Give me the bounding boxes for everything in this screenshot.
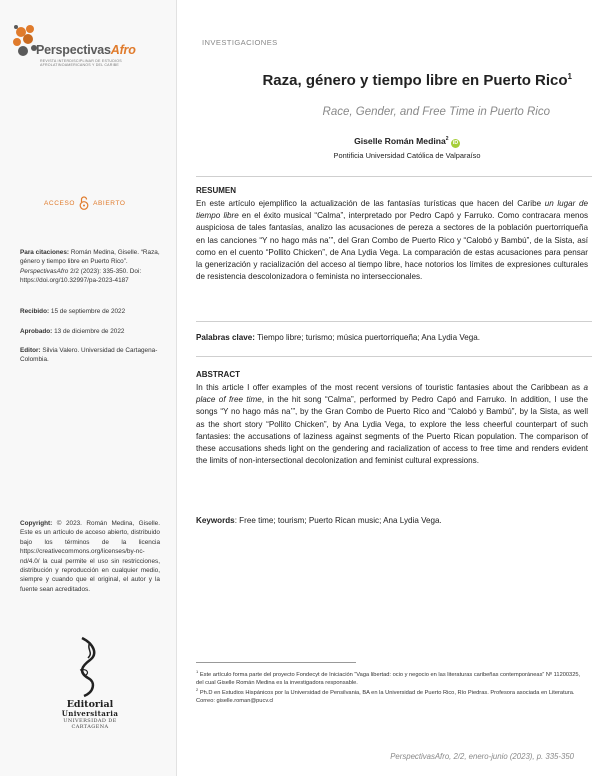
editor-name: Silvia Valero. Universidad de Cartagena-Colombia.: [20, 347, 158, 364]
keywords-label: Keywords: [196, 516, 235, 525]
abstract-text-2: , in the hit song “Calma”, performed by Pedro Capó and Farruko. In addition, I use the songs “Y no hago más na’”, by the Gran Combo de Puerto Rico and “Calobó y Bambú”, by la Sista, as well as the short story “Pollito Chicken”, by Ana Lydia Vega, to explore the less cheerful counterpart of such fantasies: the accusations of laziness against segments of the Puerto Rican population. The comparison of these accusations sheds light on the gendering and racialization of access to free time and renders evident the limits of non-intersectional decolonization and feminist cultural expressions.: [196, 395, 588, 466]
copyright-block: [20, 519, 160, 594]
resumen-text-2: en el éxito musical “Calma”, interpretado por Pedro Capó y Farruko. Como contracara menos auspiciosa de tales fantasías, analizo las acusaciones de pereza a sectores de la población puertorriqueña en las canciones “Y no hago más na’”, del Gran Combo de Puerto Rico y “Calobó y Bambú”, de la Sista, así como en el cuento “Pollito Chicken”, de Ana Lydia Vega. La comparación de estas acusaciones para pensar la generización y racialización del acceso al tiempo libre, hace notorios los límites de expresiones culturales de resistencia descolonizadora o feminista no interseccionales.: [196, 211, 588, 282]
open-access-label-1: ACCESO: [44, 199, 76, 207]
abstract-text-italic: a place of free time: [196, 383, 588, 405]
received-date: 15 de septiembre de 2022: [50, 308, 126, 315]
citation-text-2[interactable]: 2/2 (2023): 335-350. Doi: https://doi.org/10.32997/pa-2023-4187: [20, 267, 142, 285]
abstract-heading: ABSTRACT: [196, 370, 240, 379]
copyright-label: Copyright:: [20, 520, 53, 527]
received-block: [20, 307, 160, 316]
open-access-badge: [44, 196, 126, 210]
abstract-body: [196, 382, 588, 467]
copyright-text: © 2023. Román Medina, Giselle. Este es un artículo de acceso abierto, distribuido bajo los términos de la licencia https://creativecommons.org/licenses/by-nc-nd/4.0/ la cual permite el uso sin restricciones, distribución y reproducción en cualquier medio, siempre y cuando que el original, el autor y la fuente sean acreditados.: [20, 520, 160, 593]
footnote-1-mark: 1: [196, 669, 199, 674]
article-title-text: Raza, género y tiempo libre en Puerto Rico: [262, 72, 568, 89]
journal-logo-text: PerspectivasAfro: [36, 43, 136, 57]
open-access-lock-icon: [79, 196, 89, 210]
keywords: [196, 516, 588, 525]
citation-journal: PerspectivasAfro: [20, 267, 69, 275]
open-access-label-2: ABIERTO: [93, 199, 126, 207]
publisher-line-1: Editorial: [66, 699, 114, 710]
keywords-text: : Free time; tourism; Puerto Rican music; Ana Lydia Vega.: [234, 516, 442, 525]
sidebar: [0, 0, 177, 776]
citation-label: Para citaciones:: [20, 249, 70, 256]
author-affiliation: Pontificia Universidad Católica de Valparaíso: [333, 151, 481, 160]
citation-block: [20, 248, 160, 286]
resumen-text-1: En este artículo ejemplifico la actualización de las fantasías turísticas que hacen del Caribe: [196, 199, 542, 208]
citation-text-1: Román Medina, Giselle. “Raza, género y tiempo libre en Puerto Rico”.: [20, 249, 160, 266]
journal-tagline: REVISTA INTERDISCIPLINAR DE ESTUDIOS AFROLATINOAMERICANOS Y DEL CARIBE: [40, 59, 122, 68]
abstract-text-1: In this article I offer examples of the most recent versions of touristic fantasies about the Caribbean as: [196, 383, 581, 392]
divider-abstract: [196, 356, 592, 357]
publisher-line-2: Universitaria: [61, 709, 119, 718]
main-content: [176, 0, 600, 776]
section-label: INVESTIGACIONES: [202, 38, 278, 47]
resumen-body: [196, 198, 588, 283]
received-label: Recibido:: [20, 308, 50, 315]
journal-logo[interactable]: [12, 22, 172, 74]
approved-date: 13 de diciembre de 2022: [54, 328, 125, 335]
author-footnote-ref[interactable]: 2: [445, 136, 449, 143]
footnote-2-text[interactable]: Ph.D en Estudios Hispánicos por la Universidad de Pensilvania, BA en la Universidad de Puerto Rico, Río Piedras. Profesora asociada en Literatura. Correo: giselle.roman@pucv.cl: [196, 689, 575, 705]
footnote-divider: [196, 662, 356, 663]
footnote-1-text: Este artículo forma parte del proyecto Fondecyt de Iniciación “Vaga libertad: ocio y negocio en las literaturas caribeñas contemporáneas” Nº 11200325, del cual Giselle Román Medina es la investigadora responsable.: [196, 671, 581, 687]
divider-keywords-es: [196, 321, 592, 322]
footnote-2-mark: 2: [196, 687, 199, 692]
footnote-2: [196, 686, 588, 706]
title-footnote-ref[interactable]: 1: [567, 72, 572, 81]
article-subtitle: Race, Gender, and Free Time in Puerto Rico: [322, 106, 550, 118]
editor-block: [20, 346, 160, 365]
approved-block: [20, 327, 160, 336]
footnote-1: [196, 668, 588, 688]
running-footer: PerspectivasAfro, 2/2, enero-junio (2023), p. 335-350: [390, 752, 574, 761]
orcid-icon[interactable]: iD: [452, 140, 459, 146]
divider-top: [196, 176, 592, 177]
resumen-text-italic: un lugar de tiempo libre: [196, 199, 589, 221]
approved-label: Aprobado:: [20, 328, 53, 335]
publisher-name: [50, 700, 130, 730]
article-title: [202, 72, 572, 89]
author-line: [202, 136, 592, 148]
palabras-clave: [196, 333, 588, 342]
palabras-clave-label: Palabras clave:: [196, 333, 255, 342]
author-name: Giselle Román Medina: [354, 136, 446, 146]
editor-label: Editor:: [20, 347, 41, 354]
publisher-line-3: UNIVERSIDAD DE CARTAGENA: [63, 718, 117, 730]
resumen-heading: RESUMEN: [196, 186, 237, 195]
palabras-clave-text: Tiempo libre; turismo; música puertorriqueña; Ana Lydia Vega.: [257, 333, 481, 342]
